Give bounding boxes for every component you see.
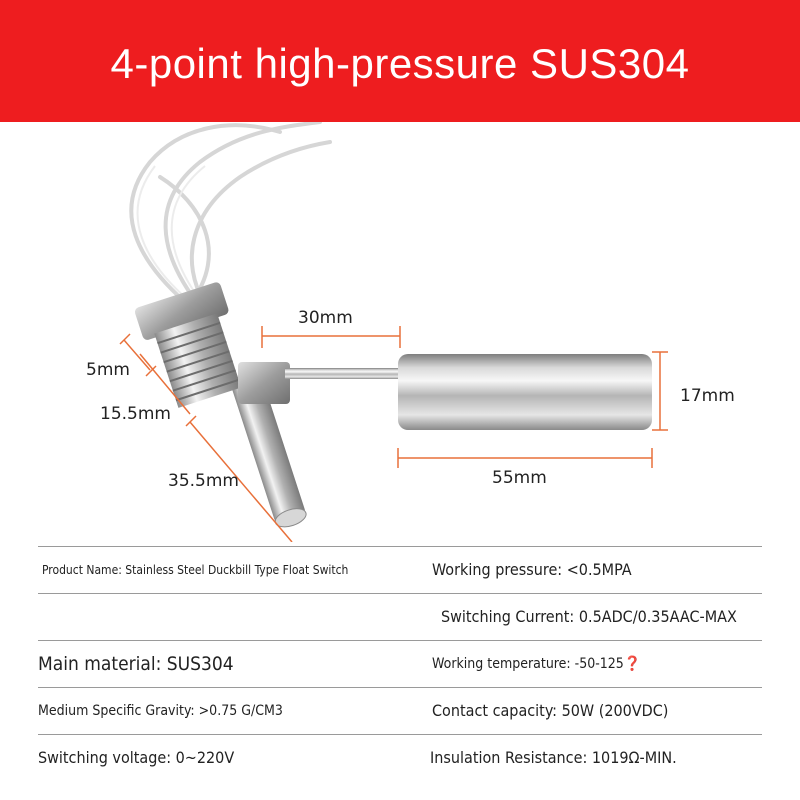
- dimension-15-5mm: 15.5mm: [100, 404, 171, 424]
- spec-product-name: Product Name: Stainless Steel Duckbill Type Float Switch: [42, 563, 349, 577]
- spec-row: [38, 546, 762, 593]
- spec-switching-current: Switching Current: 0.5ADC/0.35AAC-MAX: [441, 607, 737, 626]
- spec-row: [38, 593, 762, 640]
- product-illustration: [0, 122, 800, 542]
- spec-row: [38, 640, 762, 687]
- dimension-30mm: 30mm: [298, 308, 353, 328]
- pivot-block: [238, 362, 290, 404]
- float-rod: [285, 368, 405, 379]
- page-title: 4-point high-pressure SUS304: [110, 40, 690, 87]
- dimension-17mm: 17mm: [680, 386, 735, 406]
- float-cylinder: [398, 354, 652, 430]
- spec-row: [38, 734, 762, 781]
- spec-switching-voltage: Switching voltage: 0~220V: [38, 748, 235, 767]
- dimension-55mm: 55mm: [492, 468, 547, 488]
- spec-insulation-resistance: Insulation Resistance: 1019Ω-MIN.: [430, 748, 677, 767]
- title-banner: [0, 0, 800, 122]
- spec-main-material: Main material: SUS304: [38, 653, 234, 675]
- dimension-5mm: 5mm: [86, 360, 130, 380]
- spec-working-pressure: Working pressure: <0.5MPA: [432, 560, 632, 579]
- dimension-35-5mm: 35.5mm: [168, 471, 239, 491]
- lead-wires: [131, 122, 330, 304]
- spec-table: [38, 546, 762, 781]
- spec-specific-gravity: Medium Specific Gravity: >0.75 G/CM3: [38, 703, 283, 719]
- spec-working-temperature: Working temperature: -50-125❓: [432, 656, 642, 672]
- float-switch-drawing: [0, 122, 800, 542]
- spec-contact-capacity: Contact capacity: 50W (200VDC): [432, 701, 669, 720]
- spec-row: [38, 687, 762, 734]
